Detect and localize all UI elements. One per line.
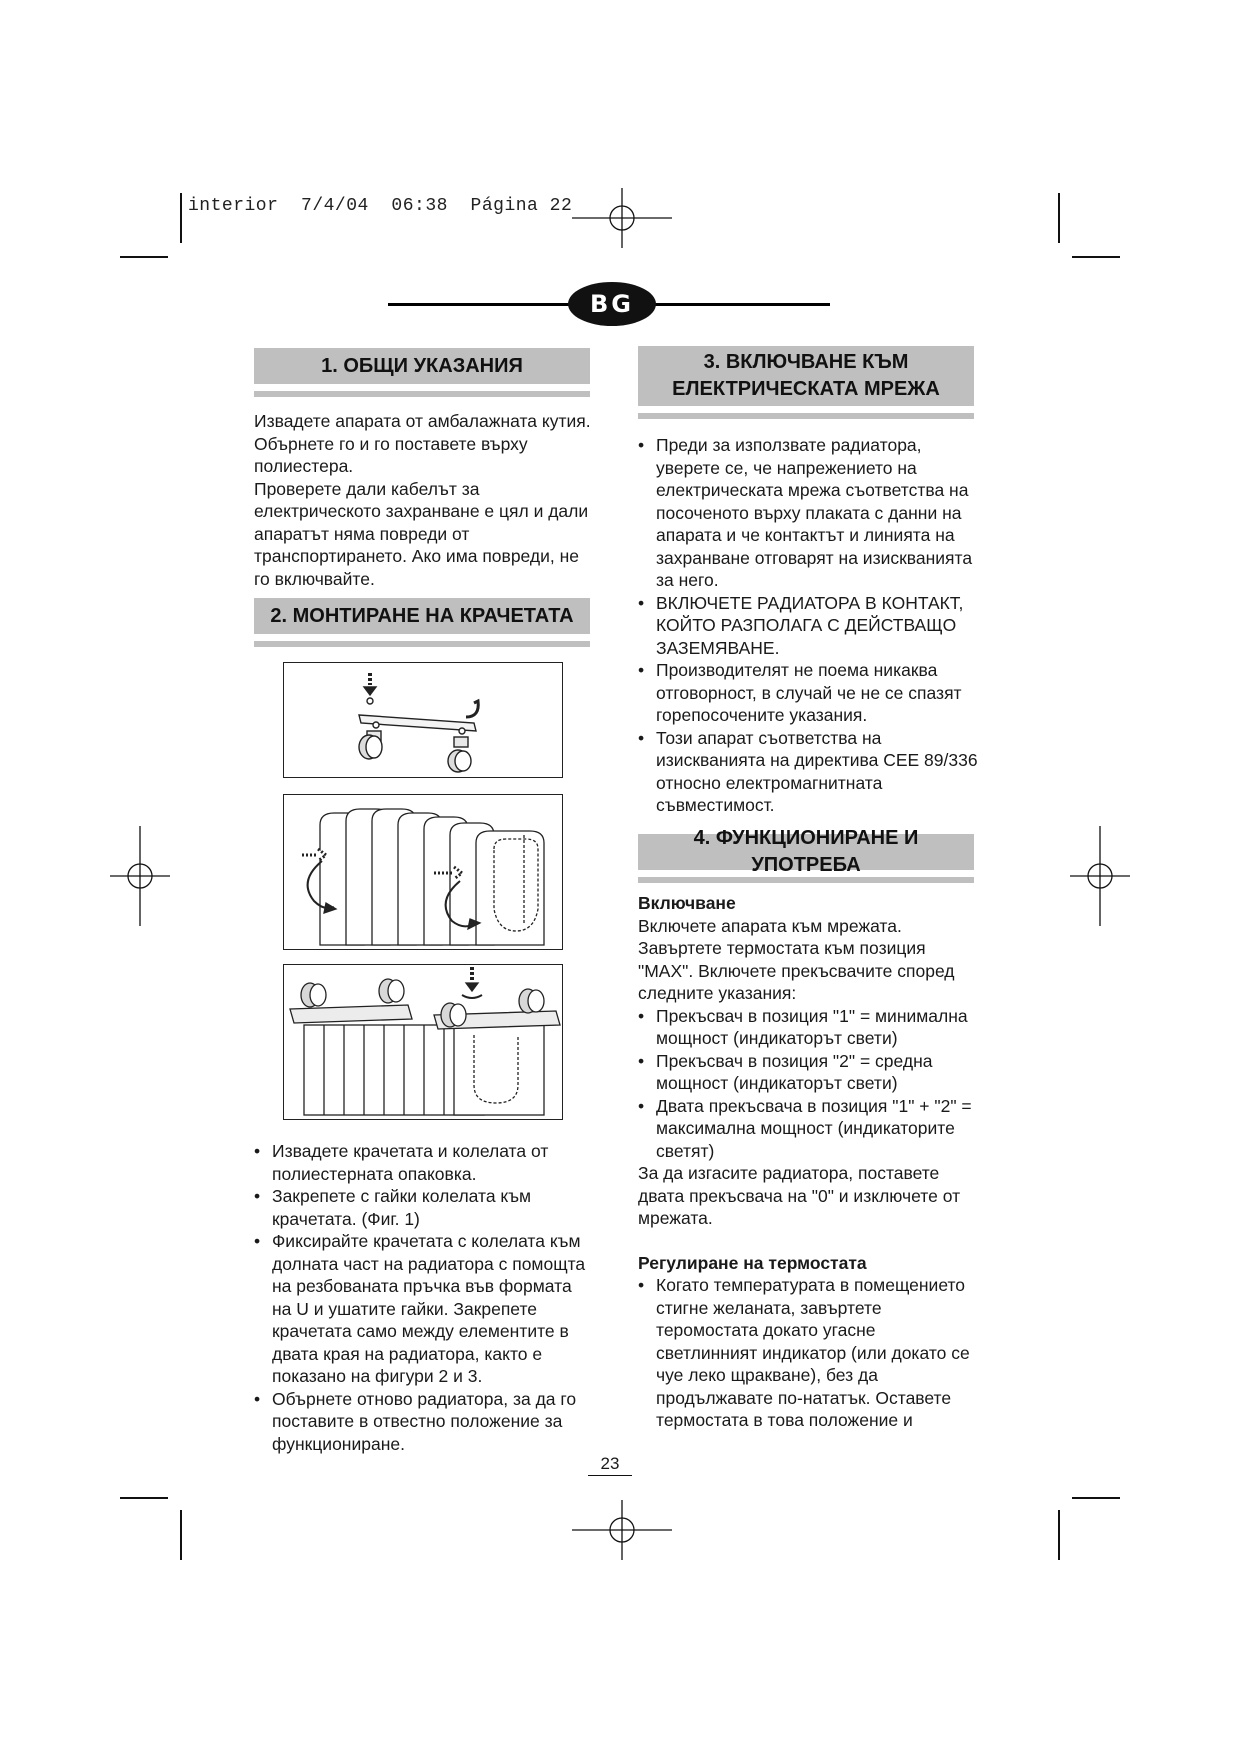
list-item: • Прекъсвач в позиция "1" = минимална мощност (индикаторът свети) [638, 1005, 980, 1050]
crop-mark [1072, 1497, 1120, 1499]
crop-mark [180, 193, 182, 243]
list-item: • Двата прекъсвача в позиция "1" + "2" = максимална мощност (индикаторите светят) [638, 1095, 980, 1163]
paragraph: Проверете дали кабелът за електрическото захранване е цял и дали апаратът няма повреди от транспортирането. Ако има повреди, не го включвайте. [254, 478, 589, 589]
list-item: • Когато температурата в помещението стигне желаната, завъртете теромостата докато угасне светлинният индикатор (или докато се чуе леко щракване), без да продължавате по-нататък. Оставете термостата в това положение и [638, 1274, 980, 1432]
figure-2-radiator-assembly [283, 794, 563, 950]
registration-mark-right [1070, 826, 1130, 926]
header-rule-right [650, 303, 830, 306]
paragraph: Включете апарата към мрежата. Завъртете термостата към позиция "MAX". Включете прекъсвачите според следните указания: [638, 915, 955, 1003]
registration-mark-left [110, 826, 170, 926]
header-rule-left [388, 303, 573, 306]
section-4-title: 4. ФУНКЦИОНИРАНЕ И УПОТРЕБА [638, 834, 974, 870]
list-item: • ВКЛЮЧЕТЕ РАДИАТОРА В КОНТАКТ, КОЙТО РАЗПОЛАГА С ДЕЙСТВАЩО ЗАЗЕМЯВАНЕ. [638, 592, 980, 660]
list-item: • Фиксирайте крачетата с колелата към долната част на радиатора с помощта на резбованата пръчка във формата на U и ушатите гайки. Закрепете крачетата само между елементите в двата края на радиатора, както е показано на фигури 2 и 3. [254, 1230, 590, 1388]
section-3-rule [638, 413, 974, 419]
language-badge: BG [568, 282, 656, 326]
section-1-rule [254, 391, 590, 397]
subheading-switching-on: Включване [638, 893, 736, 913]
paragraph: За да изгасите радиатора, поставете двата прекъсвача на "0" и изключете от мрежата. [638, 1163, 961, 1228]
subheading-thermostat: Регулиране на термостата [638, 1252, 867, 1273]
registration-mark-top [572, 188, 672, 248]
section-3-body [638, 434, 980, 817]
list-item: • Прекъсвач в позиция "2" = средна мощност (индикаторът свети) [638, 1050, 980, 1095]
printer-slug: interior 7/4/04 06:38 Página 22 [188, 196, 573, 216]
section-4-rule [638, 877, 974, 883]
crop-mark [1058, 193, 1060, 243]
section-3-title [638, 346, 974, 406]
crop-mark [1058, 1510, 1060, 1560]
crop-mark [1072, 256, 1120, 258]
section-2-title: 2. МОНТИРАНЕ НА КРАЧЕТАТА [254, 598, 590, 634]
spacer [638, 1230, 980, 1252]
page-number: 23 [588, 1454, 632, 1476]
registration-mark-bottom [572, 1500, 672, 1560]
section-2-body [254, 1140, 590, 1455]
section-4-body [638, 892, 980, 1432]
crop-mark [120, 256, 168, 258]
section-2-rule [254, 641, 590, 647]
crop-mark [180, 1510, 182, 1560]
section-3-title-line-1: 3. ВКЛЮЧВАНЕ КЪМ [703, 351, 909, 373]
section-1-title: 1. ОБЩИ УКАЗАНИЯ [254, 348, 590, 384]
list-item: • Извадете крачетата и колелата от полиестерната опаковка. [254, 1140, 590, 1185]
list-item: • Този апарат съответства на изискванията на директива CEE 89/336 относно електромагнитната съвместимост. [638, 727, 980, 817]
figure-3-feet-fixing [283, 964, 563, 1120]
list-item: • Преди за използвате радиатора, уверете се, че напрежението на електрическата мрежа съответства на посоченото върху плаката с данни на апарата и че контактът и линията на захранване отговарят на изискванията за него. [638, 434, 980, 592]
list-item: • Закрепете с гайки колелата към крачетата. (Фиг. 1) [254, 1185, 590, 1230]
list-item: • Обърнете отново радиатора, за да го поставите в отвестно положение за функциониране. [254, 1388, 590, 1456]
paragraph: Извадете апарата от амбалажната кутия. Обърнете го и го поставете върху полиестера. [254, 411, 591, 476]
figure-1-wheel-assembly [283, 662, 563, 778]
section-3-title-line-2: ЕЛЕКТРИЧЕСКАТА МРЕЖА [672, 378, 940, 400]
crop-mark [120, 1497, 168, 1499]
list-item: • Производителят не поема никаква отговорност, в случай че не се спазят горепосочените указания. [638, 659, 980, 727]
section-1-body [254, 410, 594, 590]
